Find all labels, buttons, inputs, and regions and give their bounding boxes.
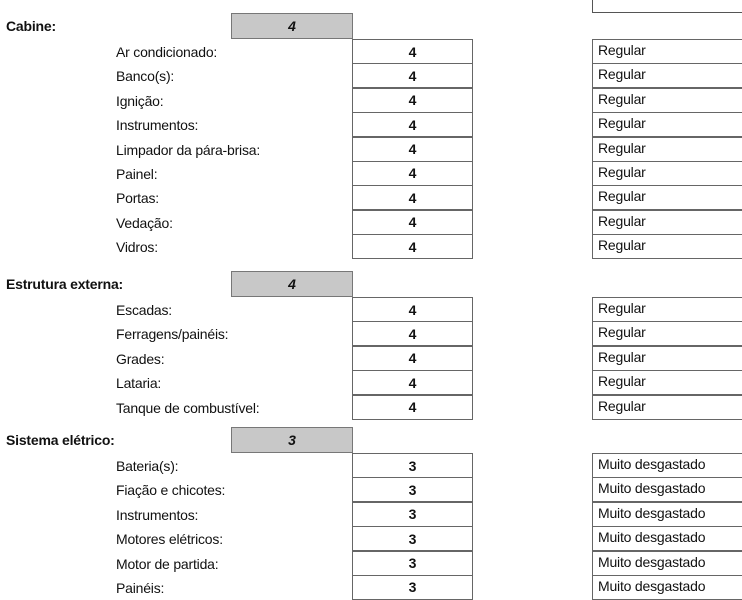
section-title: Sistema elétrico:: [6, 432, 115, 448]
item-status-cell: Regular: [592, 370, 742, 395]
item-label: Painéis:: [116, 579, 165, 596]
item-status-cell: Regular: [592, 321, 742, 346]
item-row: [0, 161, 742, 185]
item-row: [0, 185, 742, 209]
section-sistema-eletrico: [0, 427, 742, 599]
item-row: [0, 346, 742, 370]
section-score-cell: 4: [231, 271, 353, 297]
item-row: [0, 526, 742, 550]
item-status-cell: Regular: [592, 234, 742, 259]
item-value-cell: 3: [352, 502, 473, 527]
item-value-cell: 3: [352, 453, 473, 478]
item-value-cell: 4: [352, 112, 473, 137]
item-status-cell: Muito desgastado: [592, 477, 742, 502]
item-label: Banco(s):: [116, 68, 175, 85]
item-status-cell: Regular: [592, 63, 742, 88]
item-value-cell: 4: [352, 161, 473, 186]
item-label: Painel:: [116, 165, 158, 182]
item-row: [0, 63, 742, 87]
item-status-cell: Regular: [592, 88, 742, 113]
item-status-cell: Regular: [592, 210, 742, 235]
item-value-cell: 3: [352, 575, 473, 600]
item-value-cell: 4: [352, 137, 473, 162]
item-row: [0, 137, 742, 161]
item-status-cell: Muito desgastado: [592, 575, 742, 600]
item-status-cell: Regular: [592, 161, 742, 186]
item-label: Ferragens/painéis:: [116, 326, 229, 343]
section-cabine: [0, 13, 742, 259]
item-label: Vidros:: [116, 239, 158, 256]
item-label: Fiação e chicotes:: [116, 482, 226, 499]
item-status-cell: Regular: [592, 346, 742, 371]
item-value-cell: 4: [352, 234, 473, 259]
item-value-cell: 4: [352, 63, 473, 88]
item-value-cell: 4: [352, 370, 473, 395]
item-row: [0, 395, 742, 419]
item-label: Motor de partida:: [116, 555, 219, 572]
section-header: [0, 427, 742, 453]
item-status-cell: Regular: [592, 297, 742, 322]
section-score-cell: 4: [231, 13, 353, 39]
item-label: Motores elétricos:: [116, 531, 223, 548]
item-row: [0, 297, 742, 321]
item-label: Portas:: [116, 190, 159, 207]
item-label: Bateria(s):: [116, 458, 179, 474]
item-row: [0, 112, 742, 136]
item-value-cell: 4: [352, 185, 473, 210]
item-label: Lataria:: [116, 375, 162, 392]
item-label: Tanque de combustível:: [116, 399, 260, 416]
item-label: Ar condicionado:: [116, 44, 218, 60]
item-row: [0, 551, 742, 575]
item-status-cell: Regular: [592, 395, 742, 420]
item-status-cell: Muito desgastado: [592, 453, 742, 478]
item-row: [0, 88, 742, 112]
item-label: Escadas:: [116, 302, 172, 318]
section-header: [0, 271, 742, 297]
item-value-cell: 4: [352, 395, 473, 420]
item-value-cell: 3: [352, 526, 473, 551]
item-row: [0, 370, 742, 394]
section-title: Cabine:: [6, 18, 56, 34]
item-label: Instrumentos:: [116, 117, 199, 134]
item-row: [0, 477, 742, 501]
item-status-cell: Regular: [592, 39, 742, 64]
item-row: [0, 321, 742, 345]
item-value-cell: 3: [352, 477, 473, 502]
item-value-cell: 4: [352, 88, 473, 113]
item-row: [0, 453, 742, 477]
item-row: [0, 575, 742, 599]
item-row: [0, 234, 742, 258]
section-title: Estrutura externa:: [6, 276, 123, 292]
item-value-cell: 3: [352, 551, 473, 576]
item-value-cell: 4: [352, 297, 473, 322]
item-status-cell: Muito desgastado: [592, 551, 742, 576]
item-value-cell: 4: [352, 210, 473, 235]
item-row: [0, 210, 742, 234]
item-status-cell: Muito desgastado: [592, 526, 742, 551]
item-status-cell: Regular: [592, 112, 742, 137]
item-status-cell: Muito desgastado: [592, 502, 742, 527]
item-status-cell: Regular: [592, 185, 742, 210]
item-value-cell: 4: [352, 39, 473, 64]
item-label: Instrumentos:: [116, 506, 199, 523]
previous-status-cell: [592, 0, 742, 13]
item-status-cell: Regular: [592, 137, 742, 162]
item-label: Limpador da pára-brisa:: [116, 141, 261, 158]
item-label: Ignição:: [116, 92, 164, 109]
item-value-cell: 4: [352, 346, 473, 371]
item-label: Vedação:: [116, 214, 173, 231]
item-value-cell: 4: [352, 321, 473, 346]
section-score-cell: 3: [231, 427, 353, 453]
item-row: [0, 502, 742, 526]
section-header: [0, 13, 742, 39]
item-row: [0, 39, 742, 63]
section-estrutura-externa: [0, 271, 742, 419]
item-label: Grades:: [116, 350, 165, 367]
